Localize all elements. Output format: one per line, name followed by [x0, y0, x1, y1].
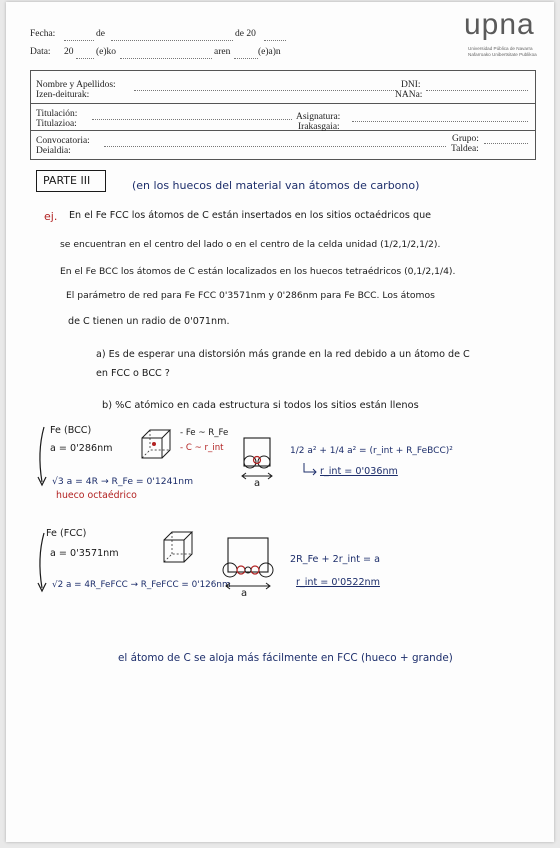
subtitle: (en los huecos del material van átomos de carbono): [132, 179, 420, 192]
bcc-hueco-label: hueco octaédrico: [56, 490, 137, 501]
nombre-label: Nombre y Apellidos:: [36, 80, 116, 90]
data-day-line: [234, 58, 258, 59]
dni-line: [426, 90, 528, 91]
statement-line-2: se encuentran en el centro del lado o en el centro de la celda unidad (1/2,1/2,1/2).: [60, 239, 441, 250]
titulacion-line: [92, 119, 292, 120]
data-label: Data:: [30, 47, 51, 57]
convocatoria-line: [104, 146, 446, 147]
irakasgaia-label: Irakasgaia:: [298, 122, 340, 132]
ej-label: ej.: [44, 210, 58, 223]
fcc-arrow-a: a: [241, 588, 248, 599]
fecha-label: Fecha:: [30, 29, 56, 39]
statement-line-4: El parámetro de red para Fe FCC 0'3571nm y 0'286nm para Fe BCC. Los átomos: [66, 290, 435, 301]
fcc-geometric-relation: 2R_Fe + 2r_int = a: [290, 554, 380, 565]
bcc-title: Fe (BCC): [50, 425, 92, 436]
question-a-2: en FCC o BCC ?: [96, 368, 170, 379]
bcc-radius-equation: √3 a = 4R → R_Fe = 0'1241nm: [52, 476, 194, 487]
logo-sub-eu: Nafarroako Unibertsitate Publikoa: [468, 52, 537, 57]
izen-label: Izen-deiturak:: [36, 90, 90, 100]
data-an: (e)a)n: [258, 47, 281, 57]
titulacion-label: Titulación:: [36, 109, 78, 119]
exam-sheet: [6, 2, 554, 842]
statement-line-3: En el Fe BCC los átomos de C están localizados en los huecos tetraédricos (0,1/2,1/4).: [60, 266, 456, 277]
fecha-day-line: [64, 40, 94, 41]
fecha-year-line: [264, 40, 286, 41]
legend-fe: - Fe ~ R_Fe: [180, 428, 229, 438]
form-divider-2: [30, 130, 536, 131]
legend-c: - C ~ r_int: [180, 443, 224, 453]
deialdia-label: Deialdia:: [36, 146, 71, 156]
logo-sub-es: Universidad Pública de Navarra: [468, 46, 533, 51]
statement-line-1: En el Fe FCC los átomos de C están insertados en los sitios octaédricos que: [69, 210, 432, 221]
parte-label: PARTE III: [43, 174, 91, 187]
data-year: 20: [64, 47, 74, 57]
fcc-interstitial-radius: r_int = 0'0522nm: [296, 577, 380, 588]
nombre-line: [134, 90, 396, 91]
bcc-arrow-a: a: [254, 478, 261, 489]
data-aren: aren: [214, 47, 231, 57]
grupo-label: Grupo:: [452, 134, 479, 144]
form-divider-1: [30, 103, 536, 104]
fcc-title: Fe (FCC): [46, 528, 87, 539]
bcc-interstitial-radius: r_int = 0'036nm: [320, 466, 398, 477]
asignatura-line: [352, 121, 528, 122]
bcc-geometric-relation: 1/2 a² + 1/4 a² = (r_int + R_FeBCC)²: [290, 446, 453, 456]
dni-label: DNI:: [401, 80, 421, 90]
fecha-de2: de 20: [235, 29, 256, 39]
upna-logo: upna: [464, 8, 535, 41]
data-ko: (e)ko: [96, 47, 117, 57]
fcc-radius-equation: √2 a = 4R_FeFCC → R_FeFCC = 0'126nm: [52, 580, 231, 590]
fecha-month-line: [111, 40, 233, 41]
convocatoria-label: Convocatoria:: [36, 136, 90, 146]
statement-line-5: de C tienen un radio de 0'071nm.: [68, 316, 230, 327]
nana-label: NANa:: [395, 90, 423, 100]
titulazioa-label: Titulazioa:: [36, 119, 77, 129]
data-month-line: [120, 58, 212, 59]
asignatura-label: Asignatura:: [296, 112, 341, 122]
taldea-label: Taldea:: [451, 144, 479, 154]
fcc-cube-diagram: [162, 530, 196, 566]
fecha-de1: de: [96, 29, 105, 39]
question-b: b) %C atómico en cada estructura si todos los sitios están llenos: [102, 400, 419, 411]
fcc-face-diagram: [220, 534, 280, 598]
question-a: a) Es de esperar una distorsión más grande en la red debido a un átomo de C: [96, 349, 470, 360]
bcc-lattice-parameter: a = 0'286nm: [50, 443, 113, 454]
grupo-line: [484, 143, 528, 144]
bcc-cube-diagram: [140, 428, 174, 462]
conclusion: el átomo de C se aloja más fácilmente en FCC (hueco + grande): [118, 652, 453, 664]
fcc-lattice-parameter: a = 0'3571nm: [50, 548, 119, 559]
bcc-result-arrow: [302, 462, 318, 476]
data-year-line: [76, 58, 94, 59]
